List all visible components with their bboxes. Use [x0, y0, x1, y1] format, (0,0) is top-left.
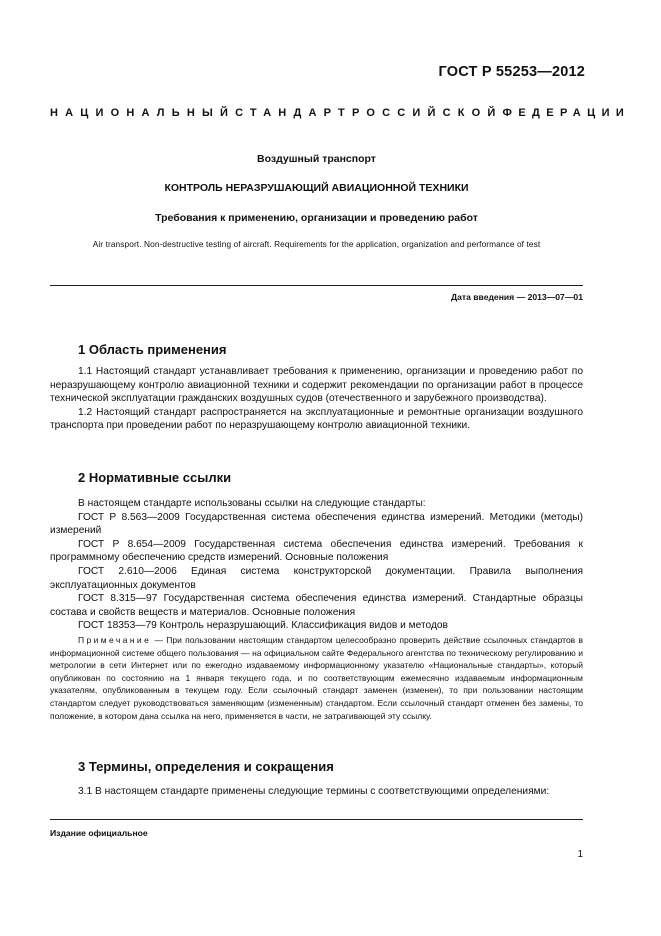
section-2-heading: 2 Нормативные ссылки — [78, 470, 232, 485]
refs-intro: В настоящем стандарте использованы ссылки на следующие стандарты: — [78, 498, 426, 509]
english-title: Air transport. Non-destructive testing of aircraft. Requirements for the application, organization and performance of test — [92, 239, 541, 249]
ref-item: ГОСТ Р 8.563—2009 Государственная система обеспечения единства измерений. Методики (методы) измерений — [50, 511, 583, 537]
note-text: — При пользовании настоящим стандартом целесообразно проверить действие ссылочных стандартов в информационной системе общего пользования — на официальном сайте Федерального агентства по техническому регулированию и метрологии в сети Интернет или по ежегодно издаваемому информационному указателю «Национальные стандарты», который опубликован по состоянию на 1 января текущего года, и по соответствующим ежемесячно издаваемым информационным указателям, опубликованным в текущем году. Если ссылочный стандарт заменен (изменен), то при пользовании настоящим стандартом следует руководствоваться заменяющим (измененным) стандартом. Если ссылочный стандарт отменен без замены, то положение, в котором дана ссылка на него, применяется в части, не затрагивающей эту ссылку. — [50, 635, 583, 721]
title-rule — [50, 285, 583, 286]
ref-item: ГОСТ 2.610—2006 Единая система конструкторской документации. Правила выполнения эксплуатационных документов — [50, 565, 583, 591]
ref-item: ГОСТ 8.315—97 Государственная система обеспечения единства измерений. Стандартные образцы состава и свойств веществ и материалов. Основные положения — [50, 593, 583, 618]
title-line-2: КОНТРОЛЬ НЕРАЗРУШАЮЩИЙ АВИАЦИОННОЙ ТЕХНИКИ — [164, 182, 469, 194]
section-3-body — [50, 785, 583, 799]
ref-item: ГОСТ Р 8.654—2009 Государственная система обеспечения единства измерений. Требования к программному обеспечению средств измерений. Основные положения — [50, 538, 583, 564]
section-2-body — [50, 497, 583, 633]
section-1-body — [50, 365, 583, 433]
banner-word-3: РОССИЙСКОЙ — [351, 107, 503, 119]
banner-word-1: НАЦИОНАЛЬНЫЙ — [50, 107, 236, 119]
note-block — [50, 634, 583, 722]
title-line-3: Требования к применению, организации и проведению работ — [155, 212, 478, 224]
ref-item: ГОСТ 18353—79 Контроль неразрушающий. Классификация видов и методов — [78, 620, 448, 632]
note-label: Примечание — [78, 635, 152, 645]
intro-date: Дата введения — 2013—07—01 — [450, 292, 583, 302]
edition-label: Издание официальное — [50, 828, 148, 838]
national-standard-banner — [50, 107, 631, 119]
banner-word-2: СТАНДАРТ — [235, 107, 352, 119]
para-1-2: 1.2 Настоящий стандарт распространяется на эксплуатационные и ремонтные организации воздушного транспорта при проведении работ по неразрушающему контролю авиационной техники. — [50, 406, 583, 432]
para-3-1: 3.1 В настоящем стандарте применены следующие термины с соответствующими определениями: — [78, 786, 550, 797]
gost-number: ГОСТ Р 55253—2012 — [438, 64, 585, 80]
section-3-heading: 3 Термины, определения и сокращения — [78, 759, 334, 774]
banner-word-4: ФЕДЕРАЦИИ — [502, 107, 631, 119]
section-1-heading: 1 Область применения — [78, 342, 227, 357]
footer-rule — [50, 819, 583, 820]
title-line-1: Воздушный транспорт — [257, 153, 376, 165]
page-number: 1 — [577, 849, 583, 860]
note-paragraph — [50, 634, 583, 722]
para-1-1: 1.1 Настоящий стандарт устанавливает требования к применению, организации и проведению работ по неразрушающему контролю авиационной техники и содержит рекомендации по организации работ в процессе технической эксплуатации гражданских воздушных судов (отечественного и зарубежного производства). — [50, 366, 583, 405]
